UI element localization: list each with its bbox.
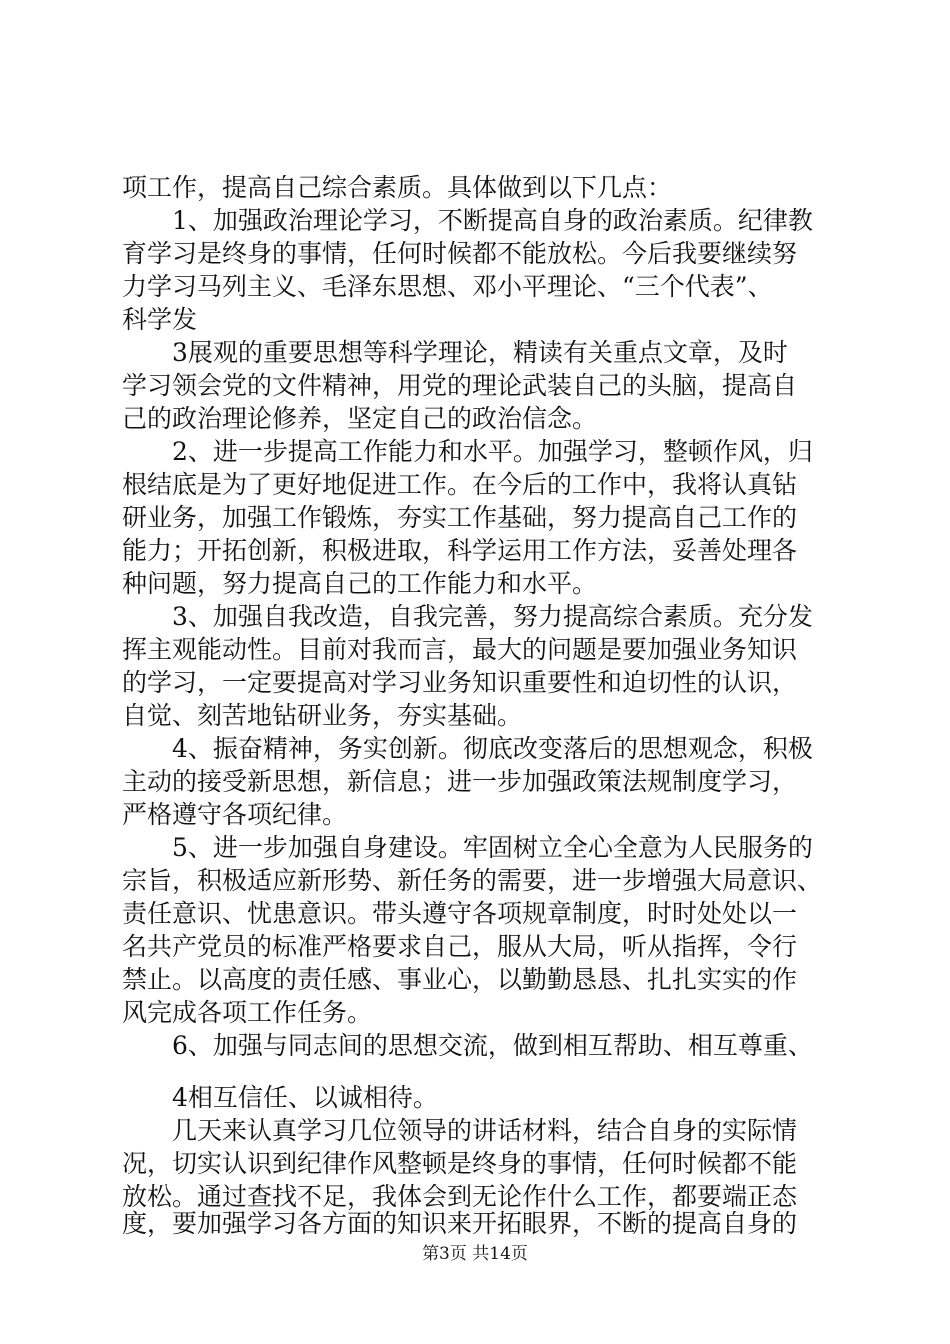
body-text-line: 责任意识、忧患意识。带头遵守各项规章制度，时时处处以一 xyxy=(122,899,798,928)
body-text-line: 根结底是为了更好地促进工作。在今后的工作中，我将认真钻 xyxy=(122,470,798,499)
body-text-line: 1、加强政治理论学习，不断提高自身的政治素质。纪律教 xyxy=(122,206,813,235)
body-text-line: 研业务，加强工作锻炼，夯实工作基础，努力提高自己工作的 xyxy=(122,503,798,532)
body-text-line: 项工作，提高自己综合素质。具体做到以下几点： xyxy=(122,173,673,202)
body-text-line: 力学习马列主义、毛泽东思想、邓小平理论、“三个代表”、 xyxy=(122,272,773,301)
body-text-line: 风完成各项工作任务。 xyxy=(122,998,373,1027)
body-text-line: 主动的接受新思想，新信息；进一步加强政策法规制度学习， xyxy=(122,767,798,796)
body-text-line: 的学习，一定要提高对学习业务知识重要性和迫切性的认识， xyxy=(122,668,798,697)
page-number-footer: 第3页 共14页 xyxy=(422,1244,528,1264)
body-text-line: 3展观的重要思想等科学理论，精读有关重点文章，及时 xyxy=(122,338,788,367)
body-text-line: 2、进一步提高工作能力和水平。加强学习，整顿作风，归 xyxy=(122,437,813,466)
body-text-line: 宗旨，积极适应新形势、新任务的需要，进一步增强大局意识、 xyxy=(122,866,823,895)
body-text-line: 5、进一步加强自身建设。牢固树立全心全意为人民服务的 xyxy=(122,833,813,862)
body-text-line: 种问题，努力提高自己的工作能力和水平。 xyxy=(122,569,598,598)
body-text-line: 能力；开拓创新，积极进取，科学运用工作方法，妥善处理各 xyxy=(122,536,798,565)
body-text-line: 6、加强与同志间的思想交流，做到相互帮助、相互尊重、 xyxy=(122,1031,813,1060)
body-text-line: 4相互信任、以诚相待。 xyxy=(122,1083,438,1112)
body-text-line: 禁止。以高度的责任感、事业心，以勤勤恳恳、扎扎实实的作 xyxy=(122,965,798,994)
body-text-line: 几天来认真学习几位领导的讲话材料，结合自身的实际情 xyxy=(122,1116,798,1145)
body-text-line: 学习领会党的文件精神，用党的理论武装自己的头脑，提高自 xyxy=(122,371,798,400)
body-text-line: 名共产党员的标准严格要求自己，服从大局，听从指挥，令行 xyxy=(122,932,798,961)
body-text-line: 科学发 xyxy=(122,305,198,334)
body-text-line: 自觉、刻苦地钻研业务，夯实基础。 xyxy=(122,701,523,730)
body-text-line: 度，要加强学习各方面的知识来开拓眼界，不断的提高自身的 xyxy=(122,1209,798,1238)
body-text-line: 放松。通过查找不足，我体会到无论作什么工作，都要端正态 xyxy=(122,1182,798,1211)
body-text-line: 育学习是终身的事情，任何时候都不能放松。今后我要继续努 xyxy=(122,239,798,268)
body-text-line: 挥主观能动性。目前对我而言，最大的问题是要加强业务知识 xyxy=(122,635,798,664)
body-text-line: 己的政治理论修养，坚定自己的政治信念。 xyxy=(122,404,598,433)
body-text-line: 况，切实认识到纪律作风整顿是终身的事情，任何时候都不能 xyxy=(122,1149,798,1178)
body-text-line: 严格遵守各项纪律。 xyxy=(122,800,348,829)
body-text-line: 4、振奋精神，务实创新。彻底改变落后的思想观念，积极 xyxy=(122,734,813,763)
body-text-line: 3、加强自我改造，自我完善，努力提高综合素质。充分发 xyxy=(122,602,813,631)
